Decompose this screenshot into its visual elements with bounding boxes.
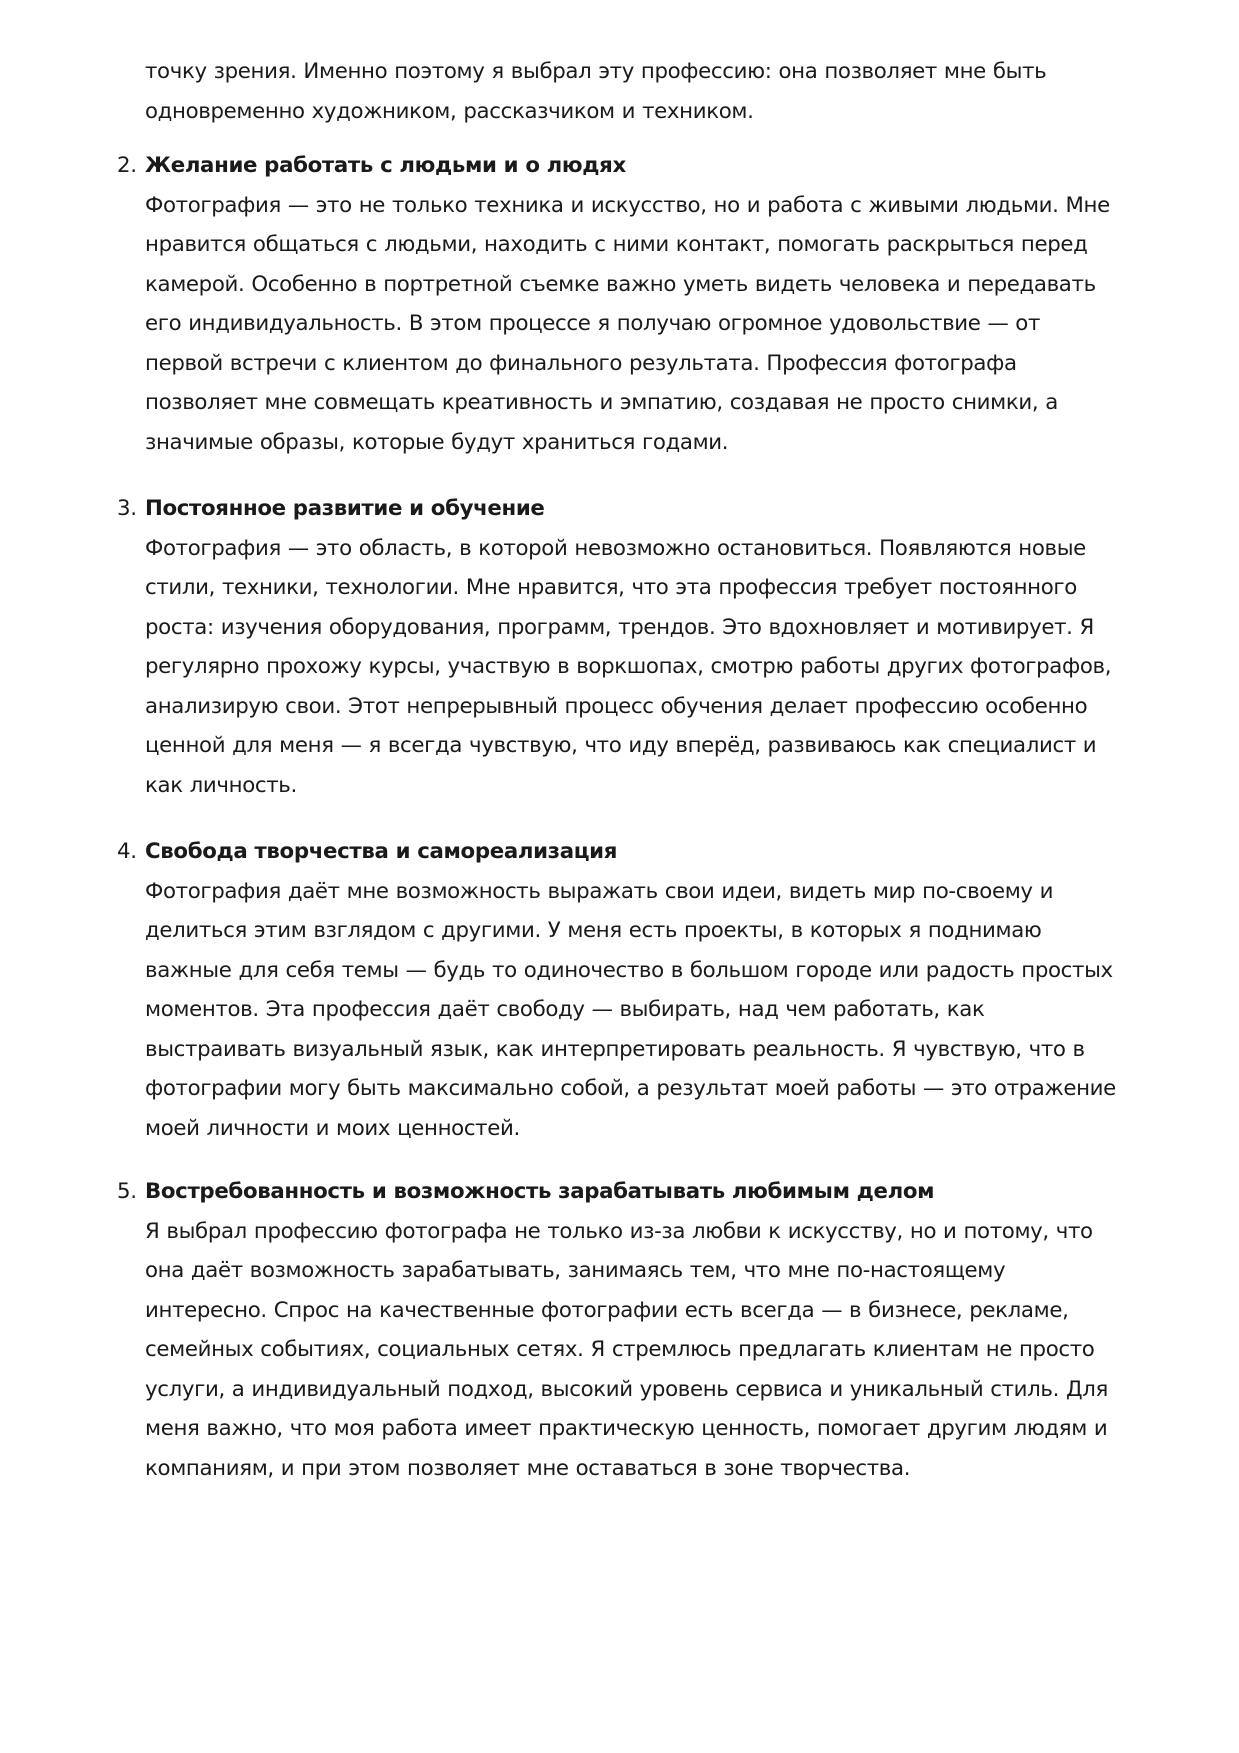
item-title: Востребованность и возможность зарабатывать любимым делом xyxy=(145,1179,935,1204)
text-line: моей личности и моих ценностей. xyxy=(145,1115,520,1141)
item-number: 5. xyxy=(117,1179,137,1204)
text-line: нравится общаться с людьми, находить с ними контакт, помогать раскрыться перед xyxy=(145,232,1088,257)
text-line: стили, техники, технологии. Мне нравится, что эта профессия требует постоянного xyxy=(145,575,1077,600)
text-line: анализирую свои. Этот непрерывный процесс обучения делает профессию особенно xyxy=(145,693,1088,719)
item-number: 3. xyxy=(117,496,137,521)
text-line: интересно. Спрос на качественные фотографии есть всегда — в бизнесе, рекламе, xyxy=(145,1297,1069,1323)
text-line: регулярно прохожу курсы, участвую в воркшопах, смотрю работы других фотографов, xyxy=(145,654,1112,679)
text-line: услуги, а индивидуальный подход, высокий уровень сервиса и уникальный стиль. Для xyxy=(145,1376,1108,1402)
item-heading xyxy=(117,1172,1147,1212)
text-line: делиться этим взглядом с другими. У меня есть проекты, в которых я поднимаю xyxy=(145,918,1042,943)
item-number: 4. xyxy=(117,839,137,864)
item-title: Свобода творчества и самореализация xyxy=(145,839,618,864)
text-line: Фотография — это область, в которой невозможно остановиться. Появляются новые xyxy=(145,535,1086,561)
text-line: как личность. xyxy=(145,772,297,798)
text-line: меня важно, что моя работа имеет практическую ценность, помогает другим людям и xyxy=(145,1416,1108,1441)
text-line: фотографии могу быть максимально собой, а результат моей работы — это отражение xyxy=(145,1076,1116,1101)
item-body xyxy=(145,186,1145,463)
item-title: Постоянное развитие и обучение xyxy=(145,496,545,521)
list-item-2 xyxy=(117,146,1147,462)
list-item-4 xyxy=(117,832,1147,1148)
text-line: камерой. Особенно в портретной съемке важно уметь видеть человека и передавать xyxy=(145,271,1096,297)
item-title: Желание работать с людьми и о людях xyxy=(145,153,626,178)
text-line: семейных событиях, социальных сетях. Я стремлюсь предлагать клиентам не просто xyxy=(145,1337,1095,1362)
text-line: моментов. Эта профессия даёт свободу — выбирать, над чем работать, как xyxy=(145,997,985,1022)
item-number: 2. xyxy=(117,153,137,178)
text-line: важные для себя темы — будь то одиночество в большом городе или радость простых xyxy=(145,957,1113,983)
text-line: ценной для меня — я всегда чувствую, что иду вперёд, развиваюсь как специалист и xyxy=(145,733,1097,758)
text-line: выстраивать визуальный язык, как интерпретировать реальность. Я чувствую, что в xyxy=(145,1036,1085,1062)
text-line: роста: изучения оборудования, программ, трендов. Это вдохновляет и мотивирует. Я xyxy=(145,614,1094,640)
text-line: первой встречи с клиентом до финального результата. Профессия фотографа xyxy=(145,350,1017,376)
text-line: точку зрения. Именно поэтому я выбрал эту профессию: она позволяет мне быть xyxy=(145,59,1047,84)
list-item-5 xyxy=(117,1172,1147,1488)
text-line: Я выбрал профессию фотографа не только из-за любви к искусству, но и потому, что xyxy=(145,1218,1093,1244)
text-line: одновременно художником, рассказчиком и техником. xyxy=(145,98,754,124)
item-heading xyxy=(117,489,1147,529)
list-item-3 xyxy=(117,489,1147,805)
item-heading xyxy=(117,146,1147,186)
item-heading xyxy=(117,832,1147,872)
text-line: его индивидуальность. В этом процессе я получаю огромное удовольствие — от xyxy=(145,311,1041,336)
text-line: она даёт возможность зарабатывать, занимаясь тем, что мне по-настоящему xyxy=(145,1258,1006,1283)
item-body xyxy=(145,1212,1145,1489)
item-body xyxy=(145,529,1145,806)
intro-paragraph xyxy=(145,52,1145,131)
text-line: Фотография даёт мне возможность выражать свои идеи, видеть мир по-своему и xyxy=(145,878,1054,904)
text-line: позволяет мне совмещать креативность и эмпатию, создавая не просто снимки, а xyxy=(145,390,1058,415)
text-line: Фотография — это не только техника и искусство, но и работа с живыми людьми. Мне xyxy=(145,192,1110,218)
item-body xyxy=(145,872,1145,1149)
text-line: компаниям, и при этом позволяет мне оставаться в зоне творчества. xyxy=(145,1455,911,1481)
text-line: значимые образы, которые будут храниться годами. xyxy=(145,429,729,455)
